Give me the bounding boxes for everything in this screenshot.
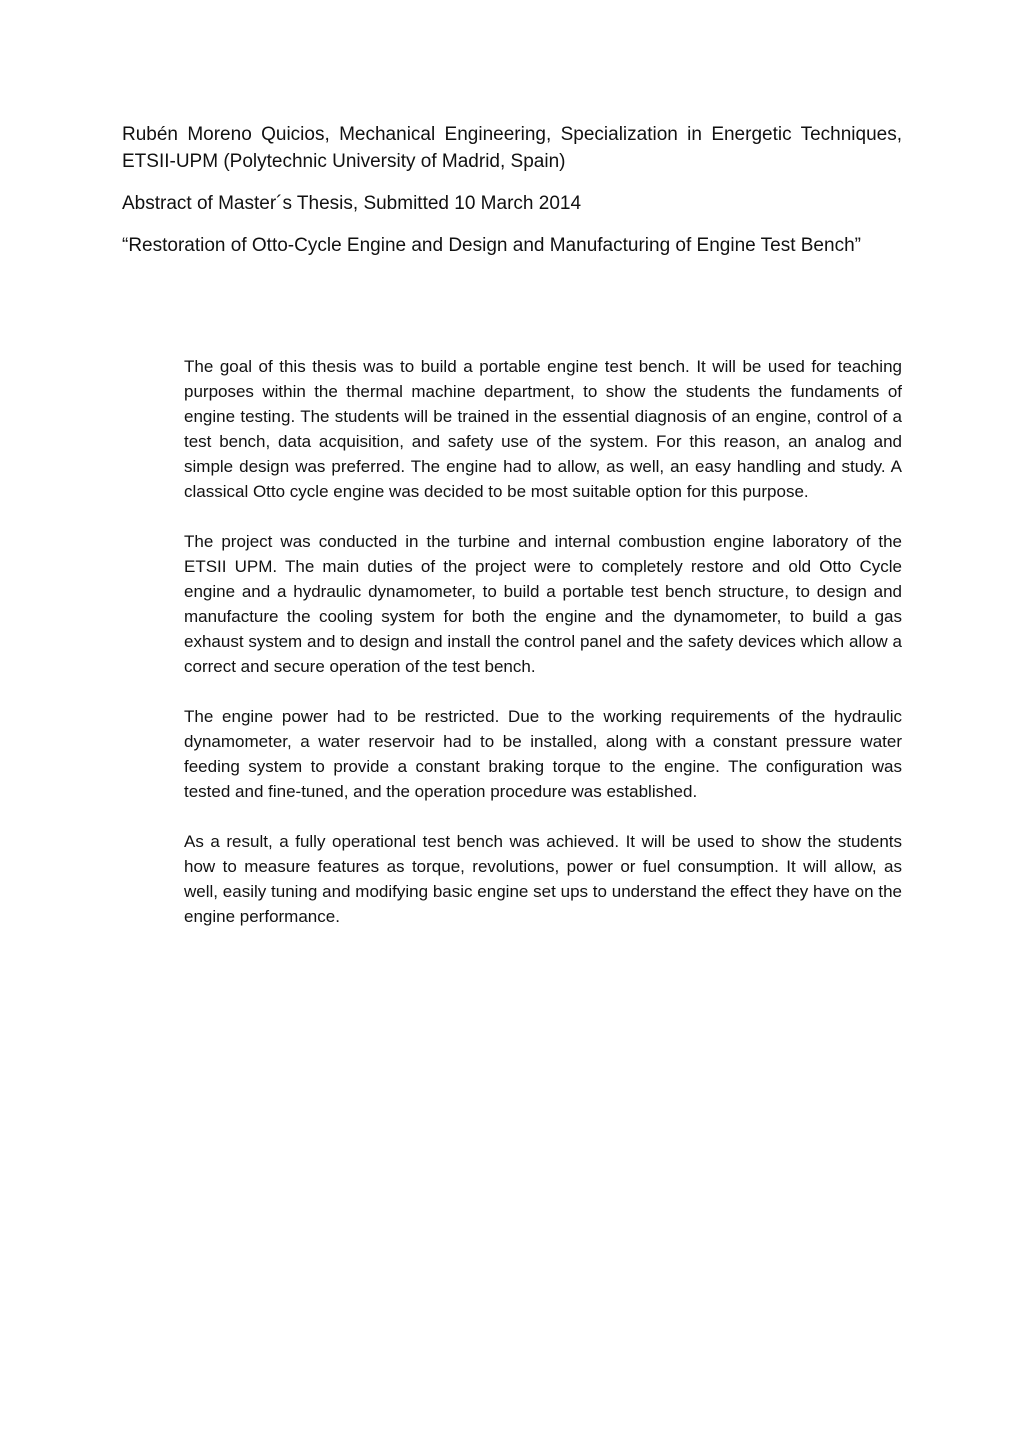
author-affiliation: Rubén Moreno Quicios, Mechanical Engineering, Specialization in Energetic Techniques, ETSII-UPM (Polytechnic University of Madrid, Spain)	[122, 124, 902, 172]
abstract-paragraph-engine-power: The engine power had to be restricted. Due to the working requirements of the hydraulic dynamometer, a water reservoir had to be installed, along with a constant pressure water feeding system to provide a constant braking torque to the engine. The configuration was tested and fine-tuned, and the operation procedure was established.	[184, 707, 902, 801]
thesis-header	[122, 121, 902, 273]
abstract-paragraph-project: The project was conducted in the turbine and internal combustion engine laboratory of the ETSII UPM. The main duties of the project were to completely restore and old Otto Cycle engine and a hydraulic dynamometer, to build a portable test bench structure, to design and manufacture the cooling system for both the engine and the dynamometer, to build a gas exhaust system and to design and install the control panel and the safety devices which allow a correct and secure operation of the test bench.	[184, 532, 902, 676]
abstract-body	[184, 354, 902, 954]
thesis-title: “Restoration of Otto-Cycle Engine and Design and Manufacturing of Engine Test Bench”	[122, 235, 861, 256]
abstract-paragraph-goal: The goal of this thesis was to build a portable engine test bench. It will be used for teaching purposes within the thermal machine department, to show the students the fundaments of engine testing. The students will be trained in the essential diagnosis of an engine, control of a test bench, data acquisition, and safety use of the system. For this reason, an analog and simple design was preferred. The engine had to allow, as well, an easy handling and study. A classical Otto cycle engine was decided to be most suitable option for this purpose.	[184, 357, 902, 501]
abstract-paragraph-result: As a result, a fully operational test bench was achieved. It will be used to show the students how to measure features as torque, revolutions, power or fuel consumption. It will allow, as well, easily tuning and modifying basic engine set ups to understand the effect they have on the engine performance.	[184, 832, 902, 926]
submission-info: Abstract of Master´s Thesis, Submitted 10 March 2014	[122, 193, 582, 214]
